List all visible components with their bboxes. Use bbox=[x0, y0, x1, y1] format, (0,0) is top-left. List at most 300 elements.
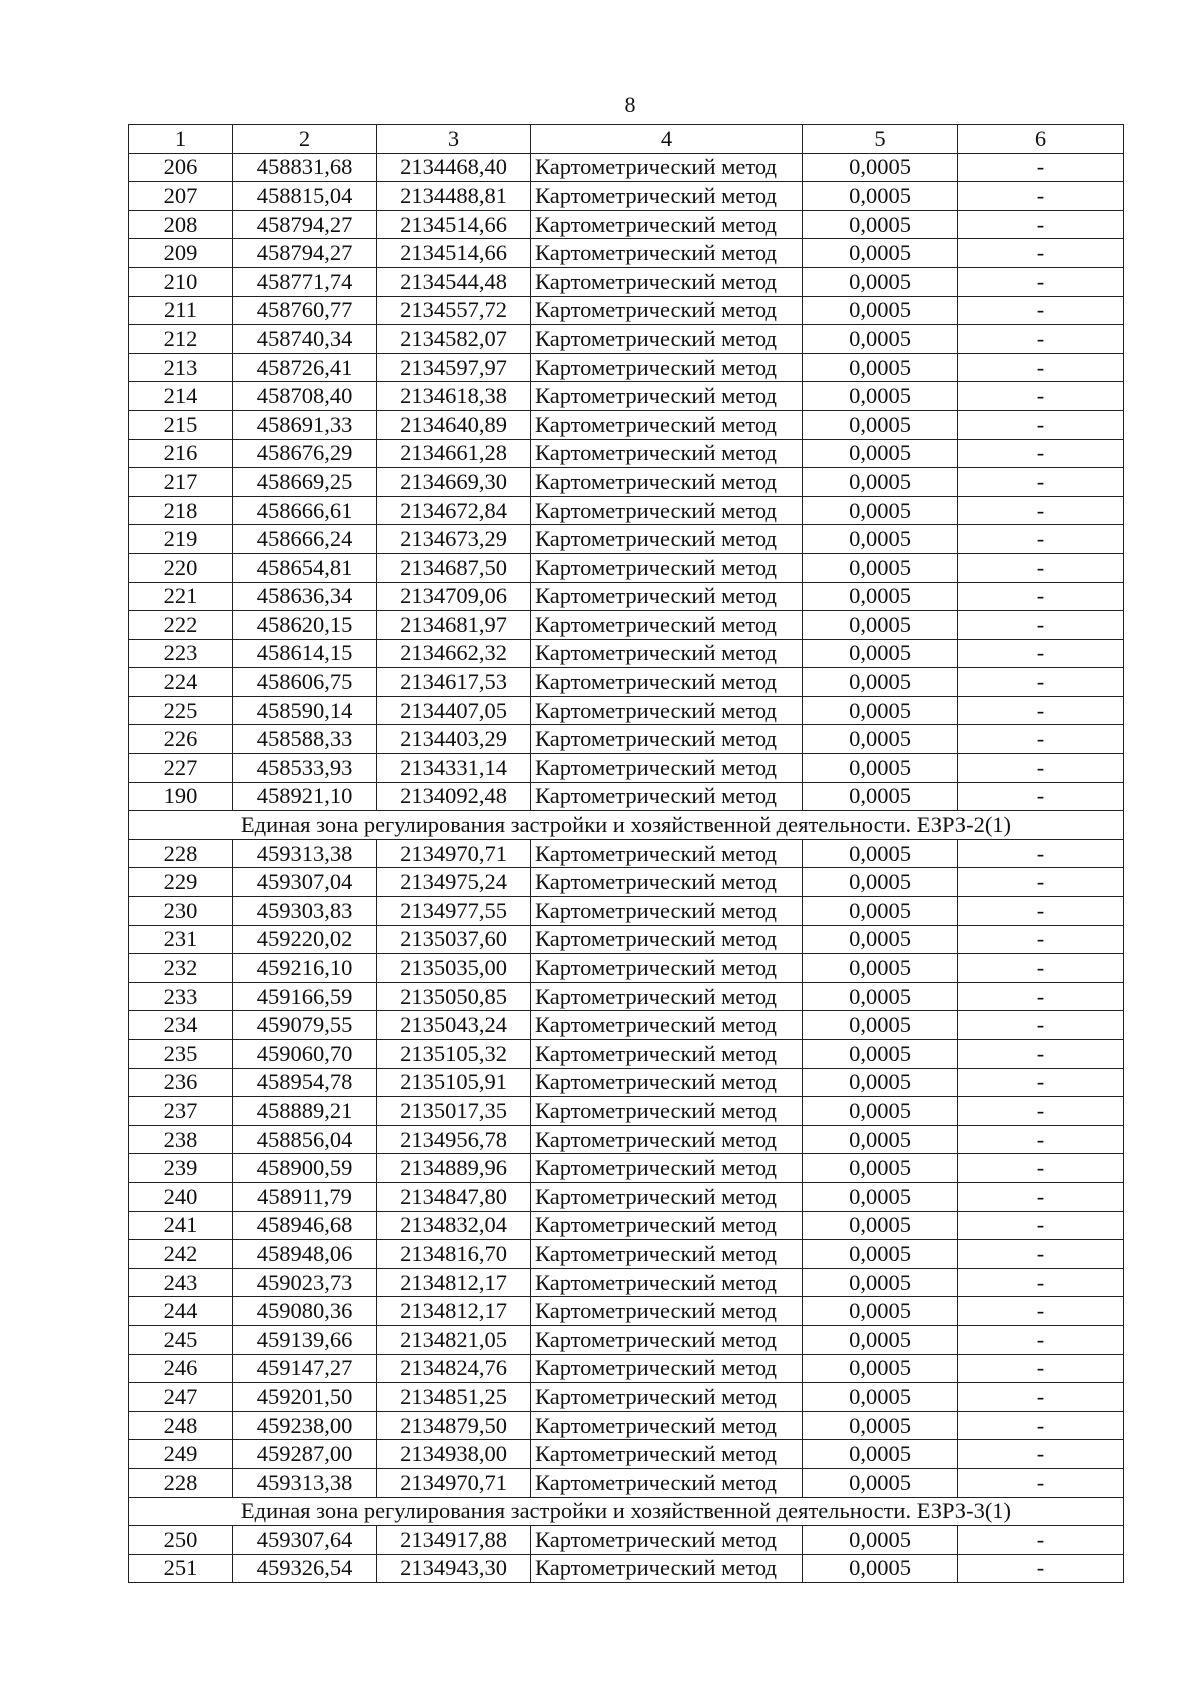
table-row bbox=[129, 639, 1124, 668]
y-coordinate-cell: 2134669,30 bbox=[377, 468, 531, 497]
y-coordinate-cell: 2134403,29 bbox=[377, 725, 531, 754]
point-number-cell: 241 bbox=[129, 1211, 233, 1240]
point-number-cell: 214 bbox=[129, 382, 233, 411]
accuracy-cell: 0,0005 bbox=[803, 1526, 958, 1555]
method-cell: Картометрический метод bbox=[531, 696, 803, 725]
table-row bbox=[129, 182, 1124, 211]
table-row bbox=[129, 1097, 1124, 1126]
point-number-cell: 246 bbox=[129, 1354, 233, 1383]
accuracy-cell: 0,0005 bbox=[803, 382, 958, 411]
method-cell: Картометрический метод bbox=[531, 382, 803, 411]
y-coordinate-cell: 2134092,48 bbox=[377, 782, 531, 811]
point-number-cell: 218 bbox=[129, 496, 233, 525]
accuracy-cell: 0,0005 bbox=[803, 611, 958, 640]
table-row bbox=[129, 1068, 1124, 1097]
point-number-cell: 215 bbox=[129, 410, 233, 439]
note-cell: - bbox=[958, 1411, 1124, 1440]
y-coordinate-cell: 2134617,53 bbox=[377, 668, 531, 697]
note-cell: - bbox=[958, 496, 1124, 525]
y-coordinate-cell: 2134812,17 bbox=[377, 1297, 531, 1326]
x-coordinate-cell: 458533,93 bbox=[233, 754, 377, 783]
table-row bbox=[129, 1440, 1124, 1469]
note-cell: - bbox=[958, 468, 1124, 497]
method-cell: Картометрический метод bbox=[531, 1211, 803, 1240]
y-coordinate-cell: 2134661,28 bbox=[377, 439, 531, 468]
table-row bbox=[129, 382, 1124, 411]
note-cell: - bbox=[958, 1354, 1124, 1383]
method-cell: Картометрический метод bbox=[531, 754, 803, 783]
x-coordinate-cell: 458946,68 bbox=[233, 1211, 377, 1240]
point-number-cell: 248 bbox=[129, 1411, 233, 1440]
note-cell: - bbox=[958, 267, 1124, 296]
x-coordinate-cell: 459313,38 bbox=[233, 1468, 377, 1497]
note-cell: - bbox=[958, 611, 1124, 640]
method-cell: Картометрический метод bbox=[531, 439, 803, 468]
accuracy-cell: 0,0005 bbox=[803, 1211, 958, 1240]
note-cell: - bbox=[958, 553, 1124, 582]
accuracy-cell: 0,0005 bbox=[803, 639, 958, 668]
accuracy-cell: 0,0005 bbox=[803, 1554, 958, 1583]
method-cell: Картометрический метод bbox=[531, 868, 803, 897]
y-coordinate-cell: 2134943,30 bbox=[377, 1554, 531, 1583]
note-cell: - bbox=[958, 639, 1124, 668]
y-coordinate-cell: 2135105,32 bbox=[377, 1040, 531, 1069]
method-cell: Картометрический метод bbox=[531, 668, 803, 697]
point-number-cell: 217 bbox=[129, 468, 233, 497]
note-cell: - bbox=[958, 582, 1124, 611]
x-coordinate-cell: 459166,59 bbox=[233, 982, 377, 1011]
y-coordinate-cell: 2134956,78 bbox=[377, 1125, 531, 1154]
table-row bbox=[129, 1383, 1124, 1412]
table-row bbox=[129, 611, 1124, 640]
table-row bbox=[129, 1526, 1124, 1555]
y-coordinate-cell: 2134824,76 bbox=[377, 1354, 531, 1383]
y-coordinate-cell: 2134331,14 bbox=[377, 754, 531, 783]
y-coordinate-cell: 2134879,50 bbox=[377, 1411, 531, 1440]
method-cell: Картометрический метод bbox=[531, 1154, 803, 1183]
point-number-cell: 251 bbox=[129, 1554, 233, 1583]
note-cell: - bbox=[958, 954, 1124, 983]
method-cell: Картометрический метод bbox=[531, 239, 803, 268]
point-number-cell: 220 bbox=[129, 553, 233, 582]
table-row bbox=[129, 897, 1124, 926]
point-number-cell: 222 bbox=[129, 611, 233, 640]
point-number-cell: 216 bbox=[129, 439, 233, 468]
y-coordinate-cell: 2134662,32 bbox=[377, 639, 531, 668]
note-cell: - bbox=[958, 982, 1124, 1011]
method-cell: Картометрический метод bbox=[531, 525, 803, 554]
y-coordinate-cell: 2134673,29 bbox=[377, 525, 531, 554]
table-row bbox=[129, 668, 1124, 697]
accuracy-cell: 0,0005 bbox=[803, 1268, 958, 1297]
method-cell: Картометрический метод bbox=[531, 1354, 803, 1383]
method-cell: Картометрический метод bbox=[531, 1554, 803, 1583]
table-row bbox=[129, 1011, 1124, 1040]
note-cell: - bbox=[958, 668, 1124, 697]
accuracy-cell: 0,0005 bbox=[803, 296, 958, 325]
point-number-cell: 210 bbox=[129, 267, 233, 296]
y-coordinate-cell: 2134514,66 bbox=[377, 210, 531, 239]
y-coordinate-cell: 2134709,06 bbox=[377, 582, 531, 611]
point-number-cell: 228 bbox=[129, 839, 233, 868]
point-number-cell: 250 bbox=[129, 1526, 233, 1555]
point-number-cell: 237 bbox=[129, 1097, 233, 1126]
table-row bbox=[129, 782, 1124, 811]
x-coordinate-cell: 459238,00 bbox=[233, 1411, 377, 1440]
accuracy-cell: 0,0005 bbox=[803, 868, 958, 897]
header-cell: 4 bbox=[531, 125, 803, 154]
x-coordinate-cell: 458815,04 bbox=[233, 182, 377, 211]
method-cell: Картометрический метод bbox=[531, 1440, 803, 1469]
table-row bbox=[129, 153, 1124, 182]
note-cell: - bbox=[958, 1182, 1124, 1211]
point-number-cell: 233 bbox=[129, 982, 233, 1011]
x-coordinate-cell: 459139,66 bbox=[233, 1325, 377, 1354]
note-cell: - bbox=[958, 382, 1124, 411]
x-coordinate-cell: 459313,38 bbox=[233, 839, 377, 868]
y-coordinate-cell: 2134514,66 bbox=[377, 239, 531, 268]
point-number-cell: 207 bbox=[129, 182, 233, 211]
point-number-cell: 223 bbox=[129, 639, 233, 668]
note-cell: - bbox=[958, 1554, 1124, 1583]
x-coordinate-cell: 458900,59 bbox=[233, 1154, 377, 1183]
method-cell: Картометрический метод bbox=[531, 954, 803, 983]
method-cell: Картометрический метод bbox=[531, 210, 803, 239]
method-cell: Картометрический метод bbox=[531, 897, 803, 926]
y-coordinate-cell: 2134812,17 bbox=[377, 1268, 531, 1297]
note-cell: - bbox=[958, 1011, 1124, 1040]
method-cell: Картометрический метод bbox=[531, 611, 803, 640]
note-cell: - bbox=[958, 1268, 1124, 1297]
y-coordinate-cell: 2135037,60 bbox=[377, 925, 531, 954]
method-cell: Картометрический метод bbox=[531, 1325, 803, 1354]
section-row bbox=[129, 811, 1124, 840]
note-cell: - bbox=[958, 1154, 1124, 1183]
y-coordinate-cell: 2134816,70 bbox=[377, 1240, 531, 1269]
x-coordinate-cell: 458708,40 bbox=[233, 382, 377, 411]
note-cell: - bbox=[958, 1240, 1124, 1269]
point-number-cell: 229 bbox=[129, 868, 233, 897]
accuracy-cell: 0,0005 bbox=[803, 1125, 958, 1154]
method-cell: Картометрический метод bbox=[531, 725, 803, 754]
note-cell: - bbox=[958, 1097, 1124, 1126]
x-coordinate-cell: 458620,15 bbox=[233, 611, 377, 640]
note-cell: - bbox=[958, 1125, 1124, 1154]
point-number-cell: 242 bbox=[129, 1240, 233, 1269]
method-cell: Картометрический метод bbox=[531, 982, 803, 1011]
point-number-cell: 249 bbox=[129, 1440, 233, 1469]
header-cell: 1 bbox=[129, 125, 233, 154]
table-row bbox=[129, 325, 1124, 354]
y-coordinate-cell: 2134889,96 bbox=[377, 1154, 531, 1183]
table-row bbox=[129, 582, 1124, 611]
method-cell: Картометрический метод bbox=[531, 1240, 803, 1269]
x-coordinate-cell: 458726,41 bbox=[233, 353, 377, 382]
x-coordinate-cell: 459079,55 bbox=[233, 1011, 377, 1040]
method-cell: Картометрический метод bbox=[531, 1125, 803, 1154]
point-number-cell: 239 bbox=[129, 1154, 233, 1183]
method-cell: Картометрический метод bbox=[531, 553, 803, 582]
y-coordinate-cell: 2134975,24 bbox=[377, 868, 531, 897]
method-cell: Картометрический метод bbox=[531, 1011, 803, 1040]
table-row bbox=[129, 696, 1124, 725]
note-cell: - bbox=[958, 1383, 1124, 1412]
y-coordinate-cell: 2134687,50 bbox=[377, 553, 531, 582]
y-coordinate-cell: 2135035,00 bbox=[377, 954, 531, 983]
accuracy-cell: 0,0005 bbox=[803, 153, 958, 182]
accuracy-cell: 0,0005 bbox=[803, 325, 958, 354]
table-row bbox=[129, 1211, 1124, 1240]
coordinates-table bbox=[128, 124, 1124, 1583]
y-coordinate-cell: 2134821,05 bbox=[377, 1325, 531, 1354]
accuracy-cell: 0,0005 bbox=[803, 1068, 958, 1097]
section-row bbox=[129, 1497, 1124, 1526]
accuracy-cell: 0,0005 bbox=[803, 496, 958, 525]
y-coordinate-cell: 2134970,71 bbox=[377, 839, 531, 868]
accuracy-cell: 0,0005 bbox=[803, 1182, 958, 1211]
x-coordinate-cell: 459220,02 bbox=[233, 925, 377, 954]
accuracy-cell: 0,0005 bbox=[803, 925, 958, 954]
accuracy-cell: 0,0005 bbox=[803, 439, 958, 468]
accuracy-cell: 0,0005 bbox=[803, 210, 958, 239]
x-coordinate-cell: 459307,04 bbox=[233, 868, 377, 897]
point-number-cell: 227 bbox=[129, 754, 233, 783]
accuracy-cell: 0,0005 bbox=[803, 754, 958, 783]
point-number-cell: 190 bbox=[129, 782, 233, 811]
x-coordinate-cell: 459147,27 bbox=[233, 1354, 377, 1383]
note-cell: - bbox=[958, 210, 1124, 239]
point-number-cell: 231 bbox=[129, 925, 233, 954]
accuracy-cell: 0,0005 bbox=[803, 582, 958, 611]
accuracy-cell: 0,0005 bbox=[803, 1325, 958, 1354]
note-cell: - bbox=[958, 868, 1124, 897]
x-coordinate-cell: 458614,15 bbox=[233, 639, 377, 668]
method-cell: Картометрический метод bbox=[531, 353, 803, 382]
note-cell: - bbox=[958, 782, 1124, 811]
method-cell: Картометрический метод bbox=[531, 325, 803, 354]
point-number-cell: 247 bbox=[129, 1383, 233, 1412]
point-number-cell: 211 bbox=[129, 296, 233, 325]
section-title: Единая зона регулирования застройки и хозяйственной деятельности. ЕЗРЗ-3(1) bbox=[129, 1497, 1124, 1526]
point-number-cell: 240 bbox=[129, 1182, 233, 1211]
table-row bbox=[129, 868, 1124, 897]
point-number-cell: 226 bbox=[129, 725, 233, 754]
table-row bbox=[129, 439, 1124, 468]
method-cell: Картометрический метод bbox=[531, 1040, 803, 1069]
accuracy-cell: 0,0005 bbox=[803, 1468, 958, 1497]
table-row bbox=[129, 1125, 1124, 1154]
point-number-cell: 206 bbox=[129, 153, 233, 182]
note-cell: - bbox=[958, 296, 1124, 325]
x-coordinate-cell: 458794,27 bbox=[233, 239, 377, 268]
method-cell: Картометрический метод bbox=[531, 410, 803, 439]
accuracy-cell: 0,0005 bbox=[803, 725, 958, 754]
point-number-cell: 224 bbox=[129, 668, 233, 697]
table-row bbox=[129, 296, 1124, 325]
accuracy-cell: 0,0005 bbox=[803, 982, 958, 1011]
note-cell: - bbox=[958, 410, 1124, 439]
method-cell: Картометрический метод bbox=[531, 182, 803, 211]
accuracy-cell: 0,0005 bbox=[803, 410, 958, 439]
point-number-cell: 232 bbox=[129, 954, 233, 983]
accuracy-cell: 0,0005 bbox=[803, 1297, 958, 1326]
x-coordinate-cell: 458666,24 bbox=[233, 525, 377, 554]
note-cell: - bbox=[958, 525, 1124, 554]
y-coordinate-cell: 2134407,05 bbox=[377, 696, 531, 725]
y-coordinate-cell: 2135043,24 bbox=[377, 1011, 531, 1040]
note-cell: - bbox=[958, 897, 1124, 926]
accuracy-cell: 0,0005 bbox=[803, 1040, 958, 1069]
note-cell: - bbox=[958, 1440, 1124, 1469]
note-cell: - bbox=[958, 1325, 1124, 1354]
point-number-cell: 245 bbox=[129, 1325, 233, 1354]
method-cell: Картометрический метод bbox=[531, 1068, 803, 1097]
x-coordinate-cell: 458590,14 bbox=[233, 696, 377, 725]
x-coordinate-cell: 458889,21 bbox=[233, 1097, 377, 1126]
note-cell: - bbox=[958, 1040, 1124, 1069]
method-cell: Картометрический метод bbox=[531, 839, 803, 868]
note-cell: - bbox=[958, 1211, 1124, 1240]
accuracy-cell: 0,0005 bbox=[803, 267, 958, 296]
x-coordinate-cell: 458606,75 bbox=[233, 668, 377, 697]
method-cell: Картометрический метод bbox=[531, 1468, 803, 1497]
table-row bbox=[129, 1554, 1124, 1583]
table-row bbox=[129, 553, 1124, 582]
x-coordinate-cell: 458921,10 bbox=[233, 782, 377, 811]
y-coordinate-cell: 2134640,89 bbox=[377, 410, 531, 439]
table-row bbox=[129, 725, 1124, 754]
table-row bbox=[129, 1154, 1124, 1183]
table-row bbox=[129, 1354, 1124, 1383]
note-cell: - bbox=[958, 439, 1124, 468]
y-coordinate-cell: 2134938,00 bbox=[377, 1440, 531, 1469]
point-number-cell: 228 bbox=[129, 1468, 233, 1497]
y-coordinate-cell: 2134488,81 bbox=[377, 182, 531, 211]
x-coordinate-cell: 458740,34 bbox=[233, 325, 377, 354]
method-cell: Картометрический метод bbox=[531, 468, 803, 497]
table-row bbox=[129, 1182, 1124, 1211]
note-cell: - bbox=[958, 325, 1124, 354]
y-coordinate-cell: 2134681,97 bbox=[377, 611, 531, 640]
y-coordinate-cell: 2134468,40 bbox=[377, 153, 531, 182]
accuracy-cell: 0,0005 bbox=[803, 239, 958, 268]
page-number: 8 bbox=[624, 92, 636, 117]
x-coordinate-cell: 458760,77 bbox=[233, 296, 377, 325]
accuracy-cell: 0,0005 bbox=[803, 1011, 958, 1040]
point-number-cell: 238 bbox=[129, 1125, 233, 1154]
accuracy-cell: 0,0005 bbox=[803, 897, 958, 926]
header-row bbox=[129, 125, 1124, 154]
accuracy-cell: 0,0005 bbox=[803, 553, 958, 582]
table-row bbox=[129, 410, 1124, 439]
table-row bbox=[129, 353, 1124, 382]
y-coordinate-cell: 2134832,04 bbox=[377, 1211, 531, 1240]
note-cell: - bbox=[958, 839, 1124, 868]
x-coordinate-cell: 458636,34 bbox=[233, 582, 377, 611]
table-row bbox=[129, 1325, 1124, 1354]
x-coordinate-cell: 458954,78 bbox=[233, 1068, 377, 1097]
x-coordinate-cell: 459307,64 bbox=[233, 1526, 377, 1555]
method-cell: Картометрический метод bbox=[531, 782, 803, 811]
x-coordinate-cell: 458831,68 bbox=[233, 153, 377, 182]
header-cell: 6 bbox=[958, 125, 1124, 154]
accuracy-cell: 0,0005 bbox=[803, 525, 958, 554]
y-coordinate-cell: 2134557,72 bbox=[377, 296, 531, 325]
y-coordinate-cell: 2134977,55 bbox=[377, 897, 531, 926]
note-cell: - bbox=[958, 182, 1124, 211]
table-row bbox=[129, 1297, 1124, 1326]
accuracy-cell: 0,0005 bbox=[803, 782, 958, 811]
point-number-cell: 230 bbox=[129, 897, 233, 926]
table-row bbox=[129, 754, 1124, 783]
table-row bbox=[129, 239, 1124, 268]
table-body bbox=[129, 153, 1124, 1583]
table-row bbox=[129, 525, 1124, 554]
x-coordinate-cell: 459216,10 bbox=[233, 954, 377, 983]
point-number-cell: 213 bbox=[129, 353, 233, 382]
x-coordinate-cell: 459326,54 bbox=[233, 1554, 377, 1583]
x-coordinate-cell: 459303,83 bbox=[233, 897, 377, 926]
header-cell: 3 bbox=[377, 125, 531, 154]
x-coordinate-cell: 458654,81 bbox=[233, 553, 377, 582]
method-cell: Картометрический метод bbox=[531, 582, 803, 611]
header-cell: 5 bbox=[803, 125, 958, 154]
accuracy-cell: 0,0005 bbox=[803, 1411, 958, 1440]
note-cell: - bbox=[958, 353, 1124, 382]
y-coordinate-cell: 2135105,91 bbox=[377, 1068, 531, 1097]
note-cell: - bbox=[958, 696, 1124, 725]
x-coordinate-cell: 458666,61 bbox=[233, 496, 377, 525]
accuracy-cell: 0,0005 bbox=[803, 696, 958, 725]
table-row bbox=[129, 982, 1124, 1011]
method-cell: Картометрический метод bbox=[531, 296, 803, 325]
accuracy-cell: 0,0005 bbox=[803, 182, 958, 211]
note-cell: - bbox=[958, 239, 1124, 268]
y-coordinate-cell: 2134970,71 bbox=[377, 1468, 531, 1497]
x-coordinate-cell: 459201,50 bbox=[233, 1383, 377, 1412]
y-coordinate-cell: 2135017,35 bbox=[377, 1097, 531, 1126]
method-cell: Картометрический метод bbox=[531, 1097, 803, 1126]
header-cell: 2 bbox=[233, 125, 377, 154]
table-row bbox=[129, 925, 1124, 954]
accuracy-cell: 0,0005 bbox=[803, 1240, 958, 1269]
x-coordinate-cell: 458669,25 bbox=[233, 468, 377, 497]
y-coordinate-cell: 2134851,25 bbox=[377, 1383, 531, 1412]
table-row bbox=[129, 1268, 1124, 1297]
section-title: Единая зона регулирования застройки и хозяйственной деятельности. ЕЗРЗ-2(1) bbox=[129, 811, 1124, 840]
y-coordinate-cell: 2135050,85 bbox=[377, 982, 531, 1011]
note-cell: - bbox=[958, 754, 1124, 783]
y-coordinate-cell: 2134917,88 bbox=[377, 1526, 531, 1555]
note-cell: - bbox=[958, 1526, 1124, 1555]
table-row bbox=[129, 267, 1124, 296]
point-number-cell: 212 bbox=[129, 325, 233, 354]
accuracy-cell: 0,0005 bbox=[803, 954, 958, 983]
point-number-cell: 244 bbox=[129, 1297, 233, 1326]
note-cell: - bbox=[958, 1068, 1124, 1097]
note-cell: - bbox=[958, 153, 1124, 182]
method-cell: Картометрический метод bbox=[531, 639, 803, 668]
table-row bbox=[129, 210, 1124, 239]
y-coordinate-cell: 2134618,38 bbox=[377, 382, 531, 411]
y-coordinate-cell: 2134544,48 bbox=[377, 267, 531, 296]
method-cell: Картометрический метод bbox=[531, 1526, 803, 1555]
x-coordinate-cell: 458948,06 bbox=[233, 1240, 377, 1269]
x-coordinate-cell: 458691,33 bbox=[233, 410, 377, 439]
method-cell: Картометрический метод bbox=[531, 1297, 803, 1326]
point-number-cell: 208 bbox=[129, 210, 233, 239]
y-coordinate-cell: 2134582,07 bbox=[377, 325, 531, 354]
